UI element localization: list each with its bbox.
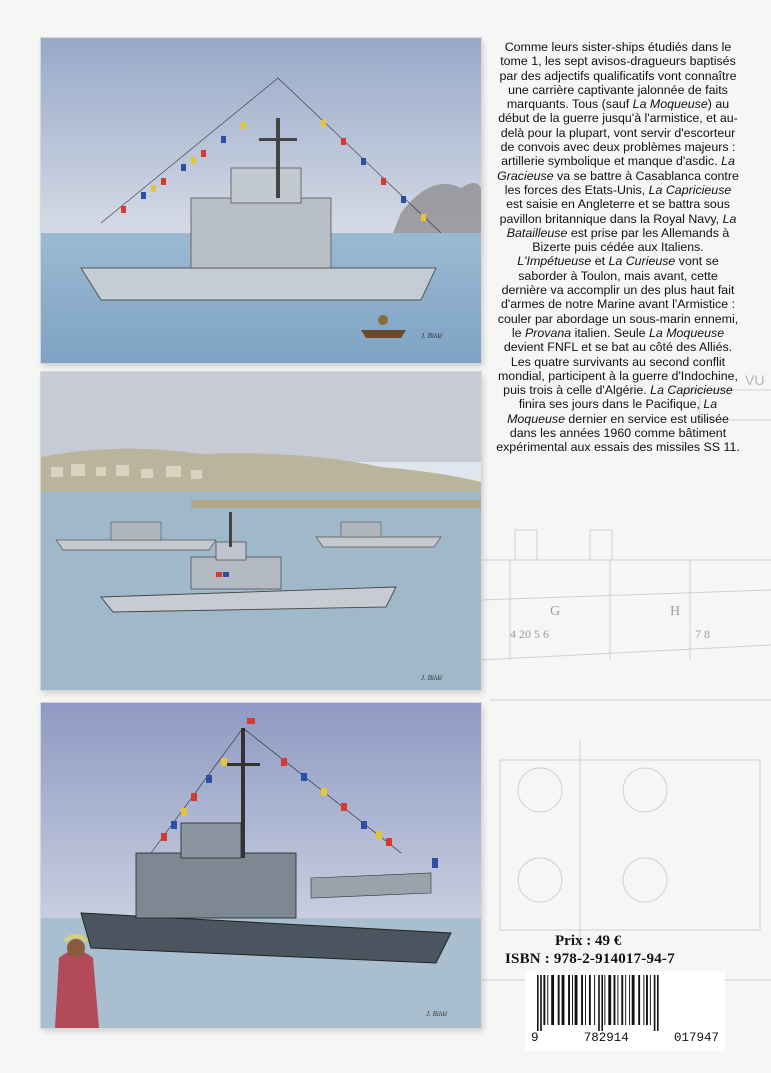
blueprint-label-vu: VU — [745, 372, 765, 388]
barcode-bar — [572, 975, 573, 1025]
barcode-bar — [558, 975, 560, 1025]
barcode-bar — [604, 975, 605, 1025]
barcode-bar — [643, 975, 644, 1025]
barcode-left-group: 782914 — [583, 1031, 629, 1045]
painting-1-signature: J. Bildé — [421, 332, 443, 340]
painting-2-signature: J. Bildé — [421, 674, 443, 682]
barcode-bar — [581, 975, 583, 1025]
barcode-first-digit: 9 — [531, 1031, 539, 1045]
barcode-bar — [614, 975, 616, 1025]
description-paragraph — [496, 40, 740, 455]
ship-name: La Moqueuse — [507, 397, 718, 426]
barcode-bar — [617, 975, 618, 1025]
blueprint-label-h: H — [670, 604, 681, 619]
description-text: finira ses jours dans le Pacifique, — [518, 397, 704, 412]
barcode-bar — [632, 975, 635, 1025]
ship-name: La Curieuse — [608, 254, 676, 269]
barcode-bar — [551, 975, 554, 1025]
description-text: ) au début de la guerre jusqu'à l'armistice, et au-delà pour la plupart, vont servir d'escorteur de convois avec deux problèmes majeurs : artillerie symbolique et manque d'asdic. — [498, 97, 738, 169]
barcode-bar — [621, 975, 623, 1025]
painting-3-signature: J. Bildé — [426, 1010, 448, 1018]
barcode-bar — [575, 975, 578, 1025]
book-description — [496, 40, 740, 455]
description-text: italien. Seule — [571, 325, 649, 340]
barcode-bar — [654, 975, 656, 1031]
ship-name: La Moqueuse — [632, 97, 708, 112]
barcode-bar — [657, 975, 659, 1031]
description-text: Comme leurs sister-ships étudiés dans le tome 1, les sept avisos-dragueurs baptisés par des adjectifs qualificatifs vont connaître une carrière captivante jalonnée de faits marquants. Tous (sauf — [499, 40, 737, 112]
description-text: devient FNFL et se bat au côté des Alliés. Les quatre survivants au second conflit mondial, participent à la guerre d'Indochine, puis trois à celle d'Algérie. — [497, 340, 738, 398]
description-text: va se battre à Casablanca contre les forces des Etats-Unis, — [504, 168, 739, 197]
blueprint-label-g: G — [550, 604, 561, 619]
description-text: est saisie en Angleterre et se battra sous pavillon britannique dans la Royal Navy, — [499, 197, 730, 226]
blueprint-background — [470, 360, 771, 1020]
barcode-bar — [543, 975, 545, 1025]
blueprint-label-numbers-2: 7 8 — [695, 627, 710, 641]
description-text: et — [591, 254, 609, 269]
barcode-bar — [547, 975, 548, 1025]
barcode-bar — [598, 975, 600, 1031]
barcode-bar — [625, 975, 626, 1025]
barcode-bar — [568, 975, 570, 1025]
ship-name: L'Impétueuse — [517, 254, 592, 269]
barcode-bar — [646, 975, 648, 1025]
description-text: dernier en service est utilisée dans les années 1960 comme bâtiment expérimental aux essais des missiles SS 11. — [496, 411, 740, 455]
barcode-bar — [650, 975, 651, 1025]
painting-harbour-with-ships — [41, 372, 481, 690]
price-label: Prix : 49 € — [555, 933, 622, 949]
ship-name: La Moqueuse — [649, 325, 725, 340]
barcode-bars — [537, 975, 717, 1031]
barcode-right-group: 017947 — [673, 1031, 719, 1045]
description-text: vont se saborder à Toulon, mais avant, cette dernière va accomplir un des plus haut fait d'armes de notre Marine avant l'Armistice : couler par abordage un sous-marin ennemi, le — [497, 254, 739, 340]
ship-name: La Capricieuse — [650, 383, 733, 398]
barcode — [525, 971, 725, 1051]
barcode-bar — [601, 975, 603, 1031]
barcode-digits — [525, 1031, 725, 1045]
barcode-bar — [629, 975, 630, 1025]
barcode-bar — [594, 975, 595, 1025]
barcode-bar — [608, 975, 611, 1025]
barcode-bar — [589, 975, 591, 1025]
barcode-bar — [638, 975, 640, 1025]
ship-name: Provana — [525, 325, 572, 340]
ship-name: La Gracieuse — [497, 154, 735, 183]
blueprint-label-numbers: 4 20 5 6 — [510, 627, 549, 641]
ship-name: La Capricieuse — [648, 182, 732, 197]
painting-ship-dressed-with-flags — [41, 38, 481, 363]
barcode-bar — [537, 975, 539, 1031]
barcode-bar — [540, 975, 542, 1031]
barcode-bar — [585, 975, 586, 1025]
barcode-bar — [562, 975, 565, 1025]
isbn-label: ISBN : 978-2-914017-94-7 — [505, 951, 675, 967]
painting-ship-with-flags-and-figure — [41, 703, 481, 1028]
description-text: est prise par les Allemands à Bizerte puis cédée aux Italiens. — [532, 225, 730, 255]
ship-name: La Batailleuse — [506, 211, 737, 240]
